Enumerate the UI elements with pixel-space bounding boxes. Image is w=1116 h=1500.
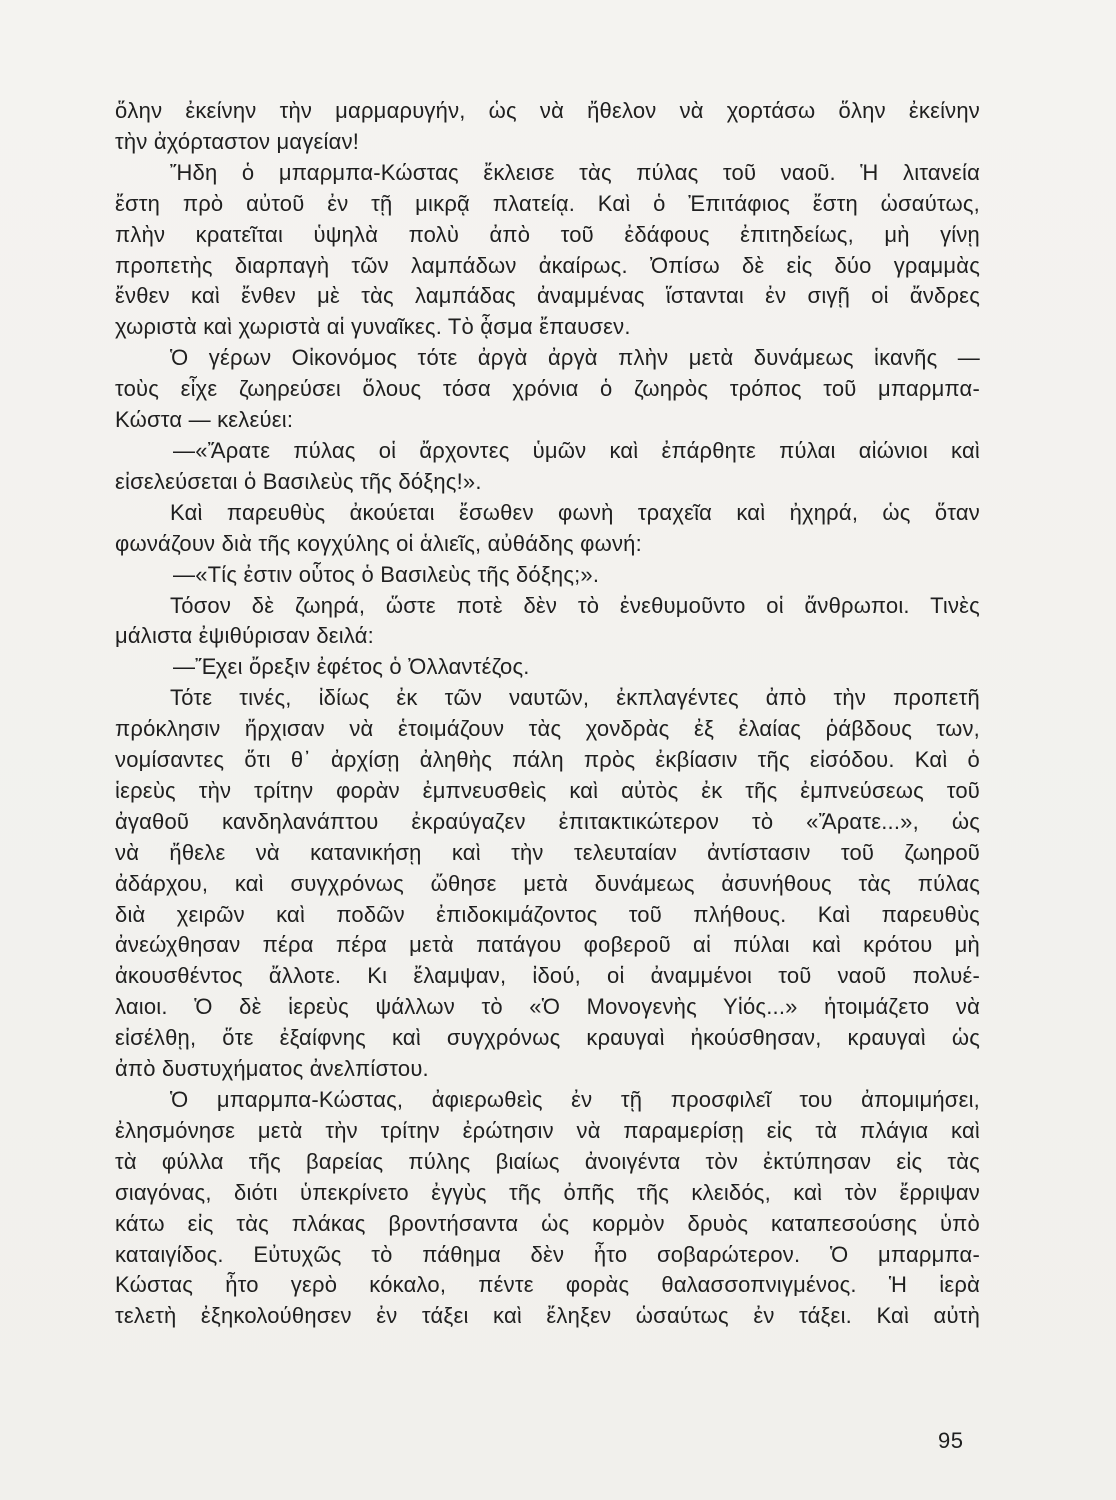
text-line: —«Ἄρατε πύλας οἱ ἄρχοντες ὑμῶν καὶ ἐπάρθητε πύλαι αἰώνιοι καὶ (173, 437, 980, 463)
text-line: Κώστας ἦτο γερὸ κόκαλο, πέντε φορὰς θαλασσοπνιγμένος. Ἡ ἱερὰ (115, 1272, 980, 1298)
text-line: ἐλησμόνησε μετὰ τὴν τρίτην ἐρώτησιν νὰ παραμερίσῃ εἰς τὰ πλάγια καὶ (115, 1117, 980, 1143)
text-line: νομίσαντες ὅτι θ᾽ ἀρχίσῃ ἀληθὴς πάλη πρὸς ἐκβίασιν τῆς εἰσόδου. Καὶ ὁ (115, 747, 980, 773)
text-line: ἀδάρχου, καὶ συγχρόνως ὤθησε μετὰ δυνάμεως ἀσυνήθους τὰς πύλας (115, 870, 980, 896)
text-line: τελετὴ ἐξηκολούθησεν ἐν τάξει καὶ ἔληξεν ὡσαύτως ἐν τάξει. Καὶ αὐτὴ (115, 1303, 980, 1329)
text-line: —Ἔχει ὄρεξιν ἐφέτος ὁ Ὀλλαντέζος. (173, 654, 530, 680)
text-line: ἔνθεν καὶ ἔνθεν μὲ τὰς λαμπάδας ἀναμμένας ἵστανται ἐν σιγῇ οἱ ἄνδρες (115, 283, 980, 309)
text-line: κάτω εἰς τὰς πλάκας βροντήσαντα ὡς κορμὸν δρυὸς καταπεσούσης ὑπὸ (115, 1210, 980, 1236)
text-line: Κώστα — κελεύει: (115, 407, 294, 433)
text-line: ἀπὸ δυστυχήματος ἀνελπίστου. (115, 1056, 429, 1082)
text-line: τοὺς εἶχε ζωηρεύσει ὅλους τόσα χρόνια ὁ ζωηρὸς τρόπος τοῦ μπαρμπα- (115, 376, 980, 402)
text-line: χωριστὰ καὶ χωριστὰ αἱ γυναῖκες. Τὸ ᾆσμα ἔπαυσεν. (115, 314, 631, 340)
text-line: τὴν ἀχόρταστον μαγείαν! (115, 128, 360, 154)
text-line: —«Τίς ἐστιν οὗτος ὁ Βασιλεὺς τῆς δόξης;». (173, 561, 600, 587)
body-text (115, 96, 980, 1332)
text-line: διὰ χειρῶν καὶ ποδῶν ἐπιδοκιμάζοντος τοῦ πλήθους. Καὶ παρευθὺς (115, 901, 980, 927)
text-line: εἰσέλθῃ, ὅτε ἐξαίφνης καὶ συγχρόνως κραυγαὶ ἠκούσθησαν, κραυγαὶ ὡς (115, 1025, 980, 1051)
text-line: λαιοι. Ὁ δὲ ἱερεὺς ψάλλων τὸ «Ὁ Μονογενὴς Υἱός...» ἡτοιμάζετο νὰ (115, 994, 980, 1020)
text-line: ἀκουσθέντος ἄλλοτε. Κι ἔλαμψαν, ἰδού, οἱ ἀναμμένοι τοῦ ναοῦ πολυέ- (115, 963, 980, 989)
text-line: Τότε τινές, ἰδίως ἐκ τῶν ναυτῶν, ἐκπλαγέντες ἀπὸ τὴν προπετῆ (170, 685, 980, 711)
text-line: Ἤδη ὁ μπαρμπα-Κώστας ἔκλεισε τὰς πύλας τοῦ ναοῦ. Ἡ λιτανεία (170, 159, 980, 185)
text-line: προπετὴς διαρπαγὴ τῶν λαμπάδων ἀκαίρως. Ὀπίσω δὲ εἰς δύο γραμμὰς (115, 252, 980, 278)
text-line: ἔστη πρὸ αὐτοῦ ἐν τῇ μικρᾷ πλατείᾳ. Καὶ ὁ Ἐπιτάφιος ἔστη ὡσαύτως, (115, 190, 980, 216)
text-line: σιαγόνας, διότι ὑπεκρίνετο ἐγγὺς τῆς ὀπῆς τῆς κλειδός, καὶ τὸν ἔρριψαν (115, 1179, 980, 1205)
text-line: εἰσελεύσεται ὁ Βασιλεὺς τῆς δόξης!». (115, 468, 482, 494)
page-number: 95 (938, 1428, 964, 1453)
text-line: πλὴν κρατεῖται ὑψηλὰ πολὺ ἀπὸ τοῦ ἐδάφους ἐπιτηδείως, μὴ γίνῃ (115, 221, 980, 247)
text-line: καταιγίδος. Εὐτυχῶς τὸ πάθημα δὲν ἦτο σοβαρώτερον. Ὁ μπαρμπα- (115, 1241, 980, 1267)
text-line: πρόκλησιν ἤρχισαν νὰ ἑτοιμάζουν τὰς χονδρὰς ἐξ ἐλαίας ῥάβδους των, (115, 716, 980, 742)
text-line: νὰ ἤθελε νὰ κατανικήσῃ καὶ τὴν τελευταίαν ἀντίστασιν τοῦ ζωηροῦ (115, 839, 980, 865)
text-line: φωνάζουν διὰ τῆς κογχύλης οἱ ἁλιεῖς, αὐθάδης φωνή: (115, 530, 642, 556)
text-line: ἱερεὺς τὴν τρίτην φορὰν ἐμπνευσθεὶς καὶ αὐτὸς ἐκ τῆς ἐμπνεύσεως τοῦ (115, 777, 980, 803)
text-line: ἀγαθοῦ κανδηλανάπτου ἐκραύγαζεν ἐπιτακτικώτερον τὸ «Ἄρατε...», ὡς (115, 808, 980, 834)
text-line: μάλιστα ἐψιθύρισαν δειλά: (115, 623, 374, 649)
text-line: τὰ φύλλα τῆς βαρείας πύλης βιαίως ἀνοιγέντα τὸν ἐκτύπησαν εἰς τὰς (115, 1148, 980, 1174)
text-line: ἀνεώχθησαν πέρα πέρα μετὰ πατάγου φοβεροῦ αἱ πύλαι καὶ κρότου μὴ (115, 932, 980, 958)
text-line: Ὁ μπαρμπα-Κώστας, ἀφιερωθεὶς ἐν τῇ προσφιλεῖ του ἀπομιμήσει, (170, 1087, 980, 1112)
text-line: ὅλην ἐκείνην τὴν μαρμαρυγήν, ὡς νὰ ἤθελον νὰ χορτάσω ὅλην ἐκείνην (115, 98, 980, 123)
text-line: Τόσον δὲ ζωηρά, ὥστε ποτὲ δὲν τὸ ἐνεθυμοῦντο οἱ ἄνθρωποι. Τινὲς (170, 592, 980, 618)
text-line: Ὁ γέρων Οἰκονόμος τότε ἀργὰ ἀργὰ πλὴν μετὰ δυνάμεως ἱκανῆς — (170, 345, 980, 371)
text-line: Καὶ παρευθὺς ἀκούεται ἔσωθεν φωνὴ τραχεῖα καὶ ἠχηρά, ὡς ὅταν (170, 499, 980, 525)
